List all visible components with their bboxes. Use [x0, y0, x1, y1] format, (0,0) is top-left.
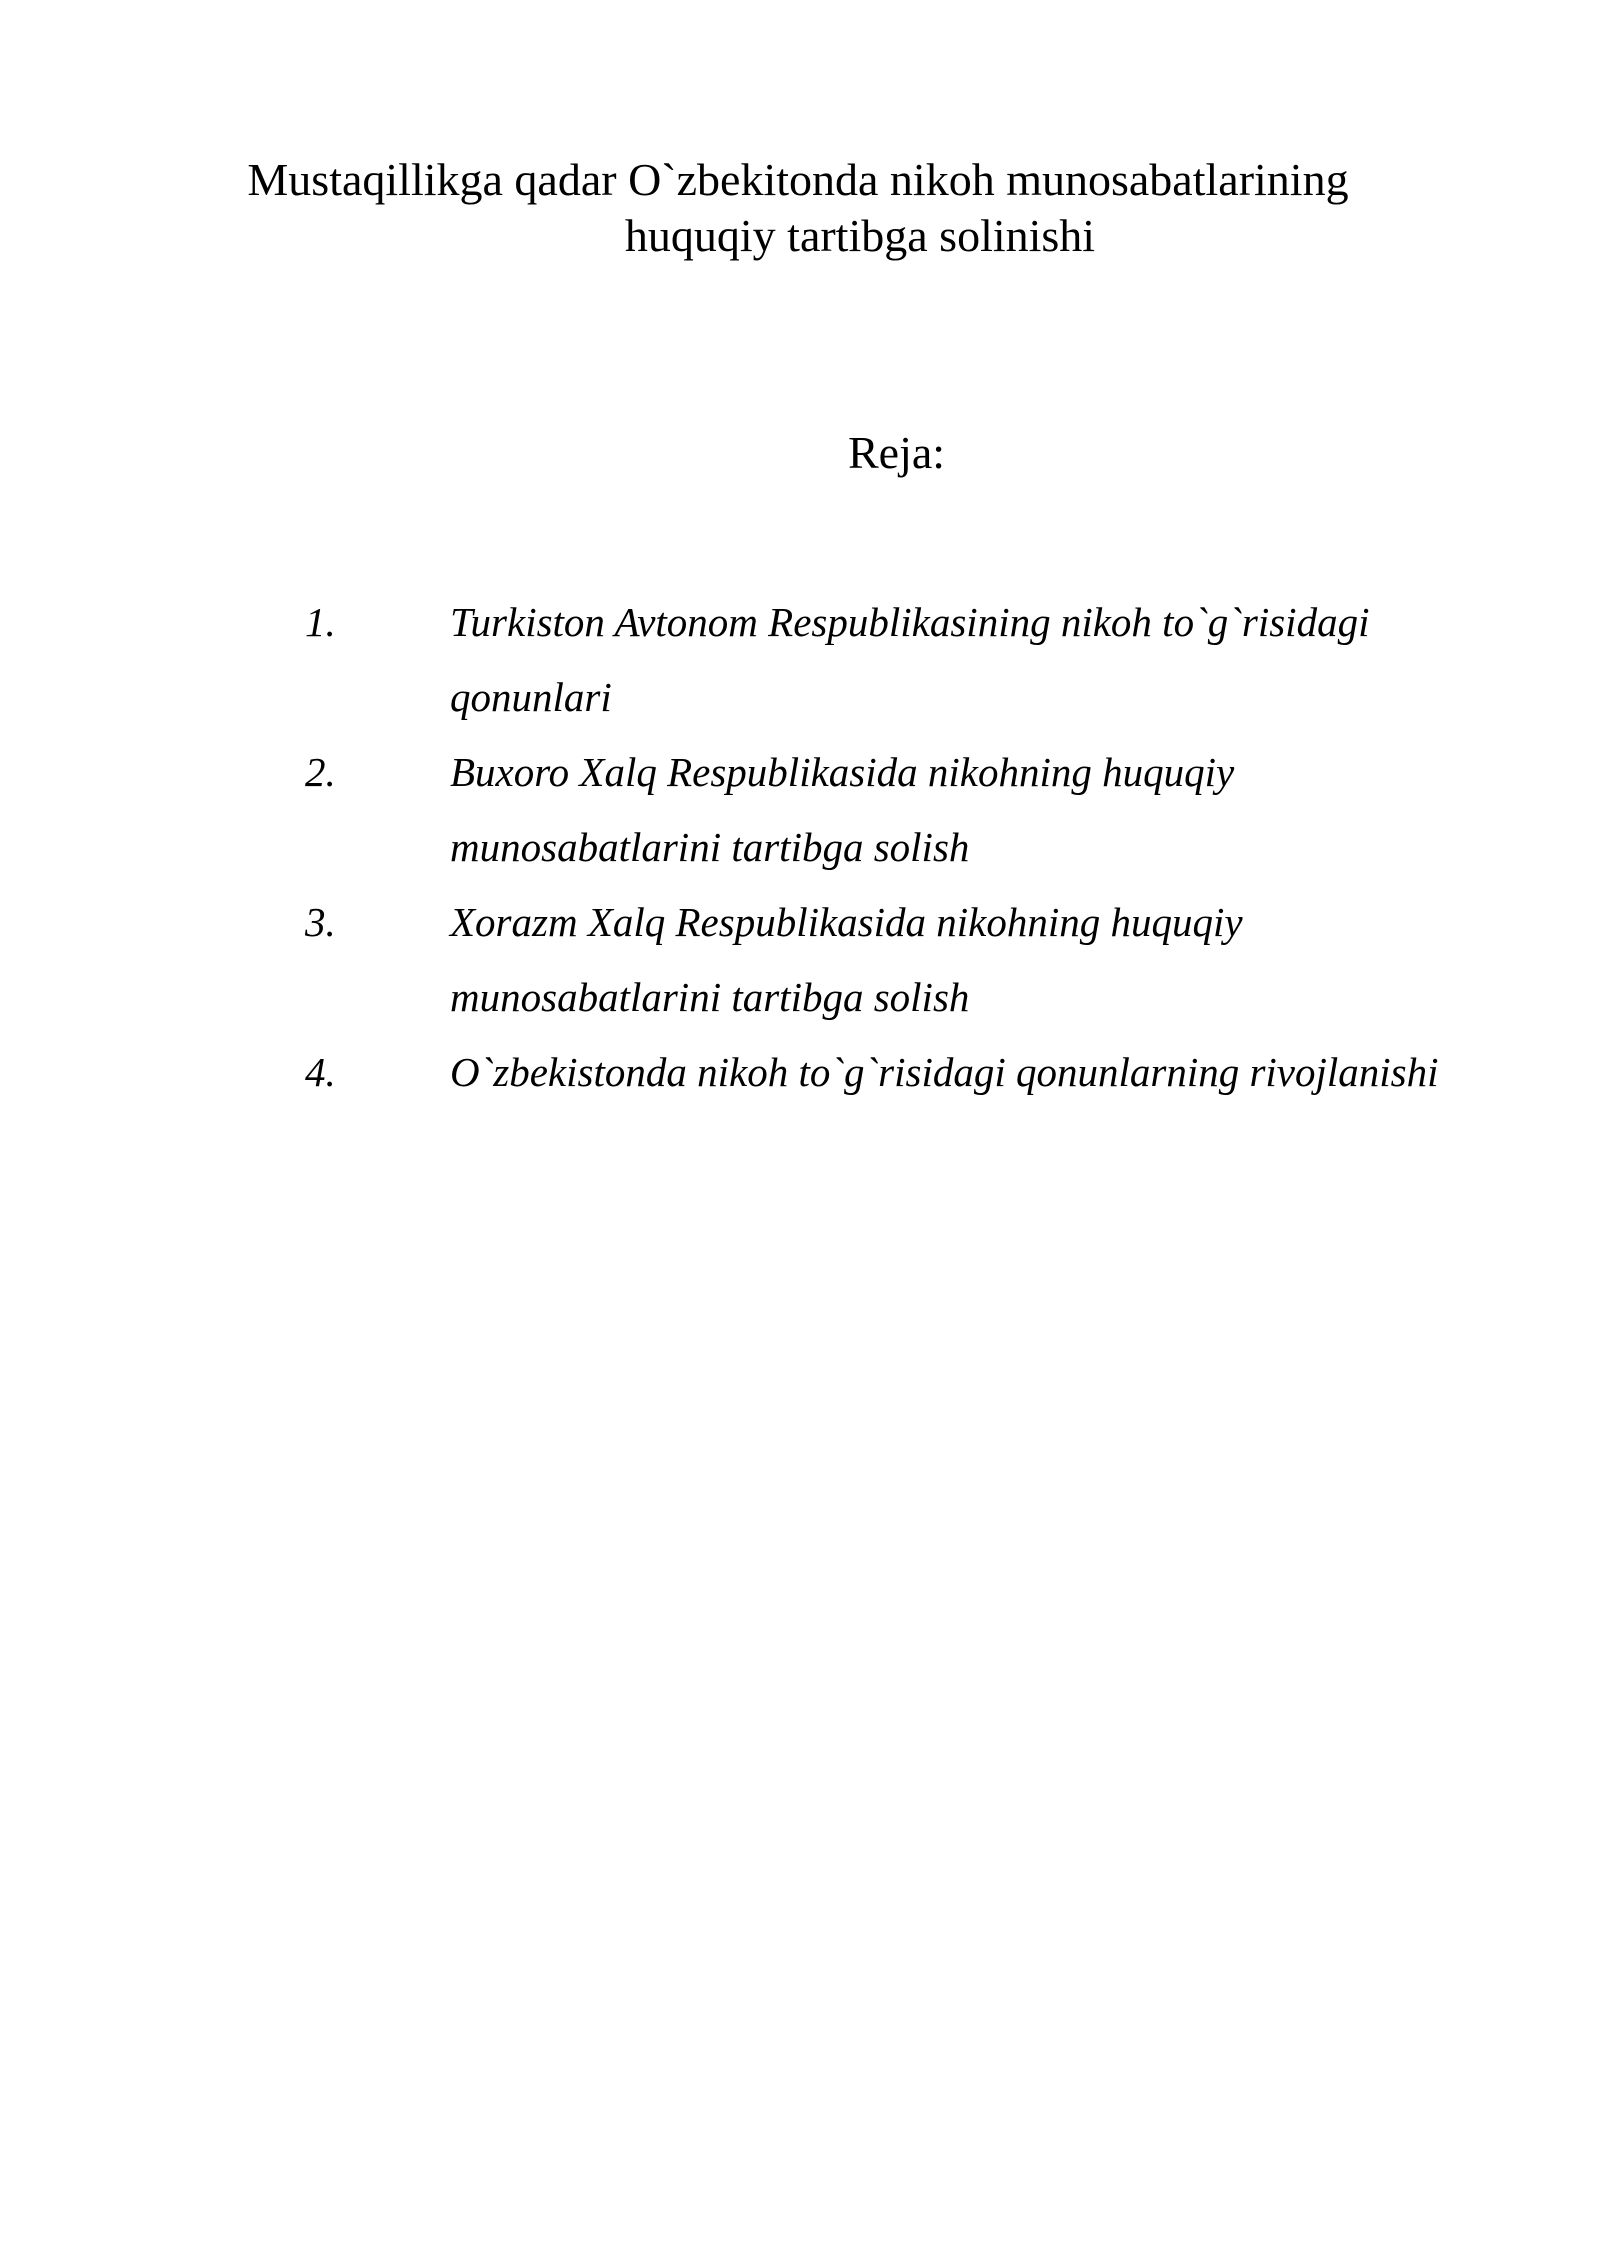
list-item: [305, 585, 1505, 735]
list-item-line-2: munosabatlarini tartibga solish: [450, 824, 970, 870]
plan-heading: Reja:: [848, 427, 946, 478]
plan-list: [305, 585, 1505, 1110]
list-item-line-1: Turkiston Avtonom Respublikasining nikoh to`g`risidagi: [450, 599, 1370, 645]
list-item-text: [450, 735, 1505, 885]
list-item-text: [450, 585, 1505, 735]
list-item-line-1: Xorazm Xalq Respublikasida nikohning huquqiy: [450, 899, 1243, 945]
title-line-1: Mustaqillikga qadar O`zbekitonda nikoh munosabatlarining: [247, 154, 1349, 205]
list-item-number: 1.: [305, 599, 336, 645]
list-item-line-1: O`zbekistonda nikoh to`g`risidagi qonunlarning rivojlanishi: [450, 1049, 1439, 1095]
list-item: [305, 1035, 1505, 1110]
list-item-number: 4.: [305, 1049, 336, 1095]
list-item-text: [450, 885, 1505, 1035]
list-item: [305, 885, 1505, 1035]
list-item-number: 3.: [305, 899, 336, 945]
list-item-text: [450, 1035, 1505, 1110]
title-line-2: huquqiy tartibga solinishi: [624, 210, 1096, 261]
list-item-line-2: qonunlari: [450, 674, 612, 720]
list-item-line-2: munosabatlarini tartibga solish: [450, 974, 970, 1020]
document-title: [0, 152, 1600, 264]
list-item: [305, 735, 1505, 885]
list-item-number: 2.: [305, 749, 336, 795]
list-item-line-1: Buxoro Xalq Respublikasida nikohning huquqiy: [450, 749, 1235, 795]
